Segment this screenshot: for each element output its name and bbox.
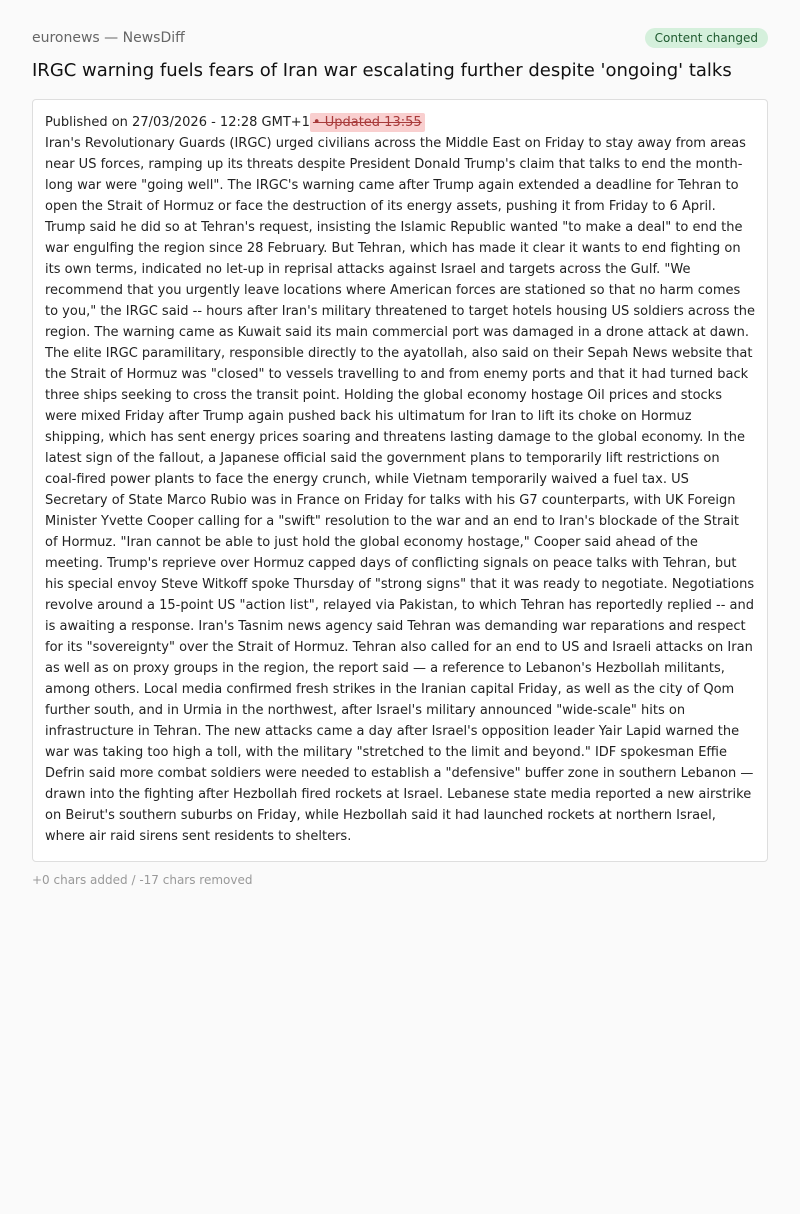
- site-label: euronews — NewsDiff: [32, 30, 185, 46]
- article-title: IRGC warning fuels fears of Iran war escalating further despite 'ongoing' talks: [32, 60, 732, 81]
- header: [32, 28, 768, 48]
- published-date: Published on 27/03/2026 - 12:28 GMT+1: [45, 115, 310, 130]
- status-badge: Content changed: [645, 28, 768, 48]
- diff-stats: +0 chars added / -17 chars removed: [32, 873, 253, 887]
- article-body: Iran's Revolutionary Guards (IRGC) urged civilians across the Middle East on Friday to stay away from areas near US forces, ramping up its threats despite President Donald Trump's claim that talks to end the month-long war were "going well". The IRGC's warning came after Trump again extended a deadline for Tehran to open the Strait of Hormuz or face the destruction of its energy assets, pushing it from Friday to 6 April. Trump said he did so at Tehran's request, insisting the Islamic Republic wanted "to make a deal" to end the war engulfing the region since 28 February. But Tehran, which has made it clear it wants to end fighting on its own terms, indicated no let-up in reprisal attacks against Israel and targets across the Gulf. "We recommend that you urgently leave locations where American forces are stationed so that no harm comes to you," the IRGC said -- hours after Iran's military threatened to target hotels housing US soldiers across the region. The warning came as Kuwait said its main commercial port was damaged in a drone attack at dawn. The elite IRGC paramilitary, responsible directly to the ayatollah, also said on their Sepah News website that the Strait of Hormuz was "closed" to vessels travelling to and from enemy ports and that it had turned back three ships seeking to cross the transit point. Holding the global economy hostage Oil prices and stocks were mixed Friday after Trump again pushed back his ultimatum for Iran to lift its choke on Hormuz shipping, which has sent energy prices soaring and threatens lasting damage to the global economy. In the latest sign of the fallout, a Japanese official said the government plans to temporarily lift restrictions on coal-fired power plants to face the energy crunch, while Vietnam temporarily waived a fuel tax. US Secretary of State Marco Rubio was in France on Friday for talks with his G7 counterparts, with UK Foreign Minister Yvette Cooper calling for a "swift" resolution to the war and an end to Iran's blockade of the Strait of Hormuz. "Iran cannot be able to just hold the global economy hostage," Cooper said ahead of the meeting. Trump's reprieve over Hormuz capped days of conflicting signals on peace talks with Tehran, but his special envoy Steve Witkoff spoke Thursday of "strong signs" that it was ready to negotiate. Negotiations revolve around a 15-point US "action list", relayed via Pakistan, to which Tehran has reportedly replied -- and is awaiting a response. Iran's Tasnim news agency said Tehran was demanding war reparations and respect for its "sovereignty" over the Strait of Hormuz. Tehran also called for an end to US and Israeli attacks on Iran as well as on proxy groups in the region, the report said — a reference to Lebanon's Hezbollah militants, among others. Local media confirmed fresh strikes in the Iranian capital Friday, as well as the city of Qom further south, and in Urmia in the northwest, after Israel's military announced "wide-scale" hits on infrastructure in Tehran. The new attacks came a day after Israel's opposition leader Yair Lapid warned the war was taking too high a toll, with the military "stretched to the limit and beyond." IDF spokesman Effie Defrin said more combat soldiers were needed to establish a "defensive" buffer zone in southern Lebanon — drawn into the fighting after Hezbollah fired rockets at Israel. Lebanese state media reported a new airstrike on Beirut's southern suburbs on Friday, while Hezbollah said it had launched rockets at northern Israel, where air raid sirens sent residents to shelters.: [45, 136, 755, 844]
- article-card: [32, 99, 768, 862]
- published-line: [45, 112, 755, 133]
- removed-text: • Updated 13:55: [310, 113, 425, 132]
